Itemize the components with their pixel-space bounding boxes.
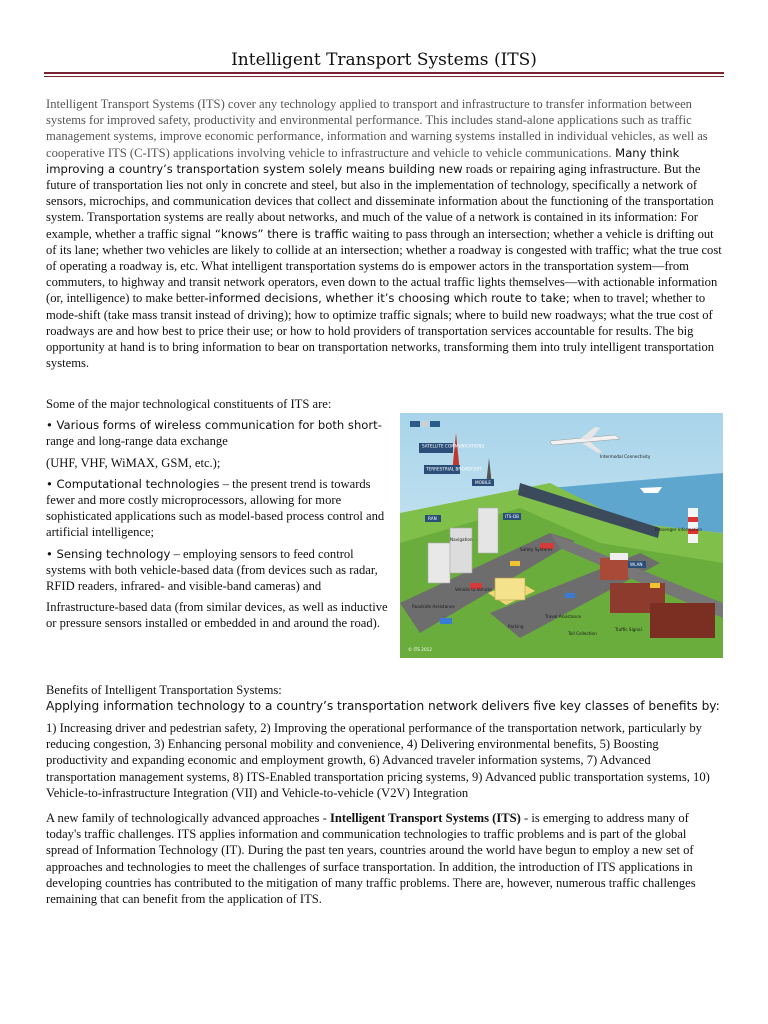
intro-paragraph (46, 96, 722, 371)
fig-label-roadside: Roadside Assistance (412, 604, 455, 609)
intro-sans-3: informed decisions, whether it’s choosing which route to take; (208, 291, 570, 306)
intro-sans-2: “knows” there is traffic (211, 226, 349, 241)
fig-label-wlan: WLAN (630, 562, 643, 567)
lighthouse-icon (688, 508, 698, 543)
fig-label-satellite: SATELLITE COMMUNICATIONS (422, 443, 485, 449)
constituents-heading: Some of the major technological constituents of ITS are: (46, 397, 332, 411)
intro-body-3: when to travel; whether to mode-shift (take mass transit instead of driving); how to optimize traffic signals; where to build new roadways; what the true cost of roadways are and how best to price their use; or how to hold providers of transportation services accountable for results. The big opportunity at hand is to bring information to bear on transportation networks, transforming them into truly intelligent transportation systems. (46, 291, 715, 371)
title-rule (44, 72, 724, 74)
fig-label-ran: RAN (428, 516, 437, 521)
fig-label-navigation: Navigation (450, 537, 473, 542)
fig-label-passenger: Passenger Information (655, 527, 703, 532)
benefits-heading: Benefits of Intelligent Transportation Systems: (46, 683, 282, 697)
fig-label-intermodal: Intermodal Connectivity (600, 454, 651, 459)
fig-label-its-db: ITS-DB (505, 514, 520, 519)
constituent-wireless (46, 417, 396, 449)
fig-label-travel: Travel Assistance (545, 614, 582, 619)
intro-body-2: waiting to pass through an intersection; whether a vehicle is drifting out of its lane; whether two vehicles are likely to collide at an intersection; whether a roadway is congested with traffic; what the true cost of operating a roadway is, etc. What intelligent transportation systems do is empower actors in the transportation system—from commuters, to highway and transit network operators, even down to the actual traffic lights themselves—with actionable information (or, intelligence) to make better- (46, 226, 722, 306)
page-title: Intelligent Transport Systems (ITS) (231, 50, 537, 70)
closing-after: - is emerging to address many of today's traffic challenges. ITS applies information and communication technologies to traffic problems and is part of the global spread of Information Technology (IT). During the past ten years, countries around the world have begun to employ a new set of approaches and technologies to meet the challenges of surface transportation. In addition, the introduction of ITS applications in developing countries has contributed to the mitigation of many traffic problems. There are, however, numerous traffic challenges remaining that can benefit from the application of ITS. (46, 811, 696, 907)
fig-label-toll: Toll Collection (568, 631, 597, 636)
constituent-sensing (46, 546, 396, 595)
computational-label: • Computational technologies (46, 476, 220, 491)
benefits-list: 1) Increasing driver and pedestrian safety, 2) Improving the operational performance of the transportation network, particularly by reducing congestion, 3) Enhancing personal mobility and convenience, 4) Delivering environmental benefits, 5) Boosting productivity and expanding economic and employment growth, 6) Advanced traveler information systems, 7) Advanced transportation management systems, 8) ITS-Enabled transportation pricing systems, 9) Advanced public transportation systems, 10) Vehicle-to-infrastructure Integration (VII) and Vehicle-to-vehicle (V2V) Integration (46, 721, 710, 800)
intro-sans-1: Many think improving a country’s transportation system solely means building new (46, 145, 680, 176)
title-rule-thin (44, 76, 724, 77)
closing-before: A new family of technologically advanced approaches - (46, 811, 330, 825)
its-illustration (400, 413, 723, 658)
fig-label-mobile: MOBILE (475, 480, 491, 485)
its-illustration-svg (400, 413, 723, 658)
fig-label-terrestrial: TERRESTRIAL BROADCAST (426, 466, 482, 472)
intro-definition: Intelligent Transport Systems (ITS) cover any technology applied to transport and infrastructure to transfer information between systems for improved safety, productivity and environmental performance. This includes stand-alone applications such as traffic management systems, improve economic performance, information and warning systems installed in individual vehicles, as well as cooperative ITS (C-ITS) applications involving vehicle to infrastructure and vehicle to vehicle communications. (46, 97, 708, 160)
computational-text: – the present trend is towards fewer and more costly microprocessors, allowing for more sophisticated applications such as model-based process control and artificial intelligence; (46, 476, 385, 540)
constituent-computational (46, 476, 396, 541)
constituents-section (46, 396, 396, 637)
wireless-text: range and long-range data exchange (46, 434, 228, 449)
fig-label-traffic-signal: Traffic Signal (615, 627, 642, 632)
intro-body-1: roads or repairing aging infrastructure. But the future of transportation lies not only in concrete and steel, but also in the implementation of technology, specifically a network of sensors, microchips, and communication devices that collect and disseminate information about the functioning of the transportation system. Transportation systems are really about networks, and much of the value of a network is contained in its information: For example, whether a traffic signal (46, 161, 714, 241)
sensing-label: • Sensing technology (46, 546, 171, 561)
fig-copyright: © ITS 2012 (408, 647, 432, 652)
fig-label-vehicle: Vehicle to Vehicle (455, 587, 492, 592)
wireless-examples: (UHF, VHF, WiMAX, GSM, etc.); (46, 455, 221, 470)
closing-paragraph (46, 810, 722, 907)
fig-label-safety: Safety Systems (520, 547, 553, 552)
wireless-label: • Various forms of wireless communication for both short- (46, 418, 382, 433)
benefits-subheading: Applying information technology to a country’s transportation network delivers five key classes of benefits by: (46, 699, 720, 713)
fig-label-parking: Parking (508, 624, 524, 629)
sensing-text: – employing sensors to feed control systems with both vehicle-based data (from devices such as radar, RFID readers, infrared- and visible-band cameras) and (46, 546, 378, 594)
closing-bold: Intelligent Transport Systems (ITS) (329, 811, 521, 825)
satellite-icon (410, 421, 440, 427)
infrastructure-data: Infrastructure-based data (from similar devices, as well as inductive or pressure sensors installed or embedded in and around the road). (46, 600, 388, 631)
